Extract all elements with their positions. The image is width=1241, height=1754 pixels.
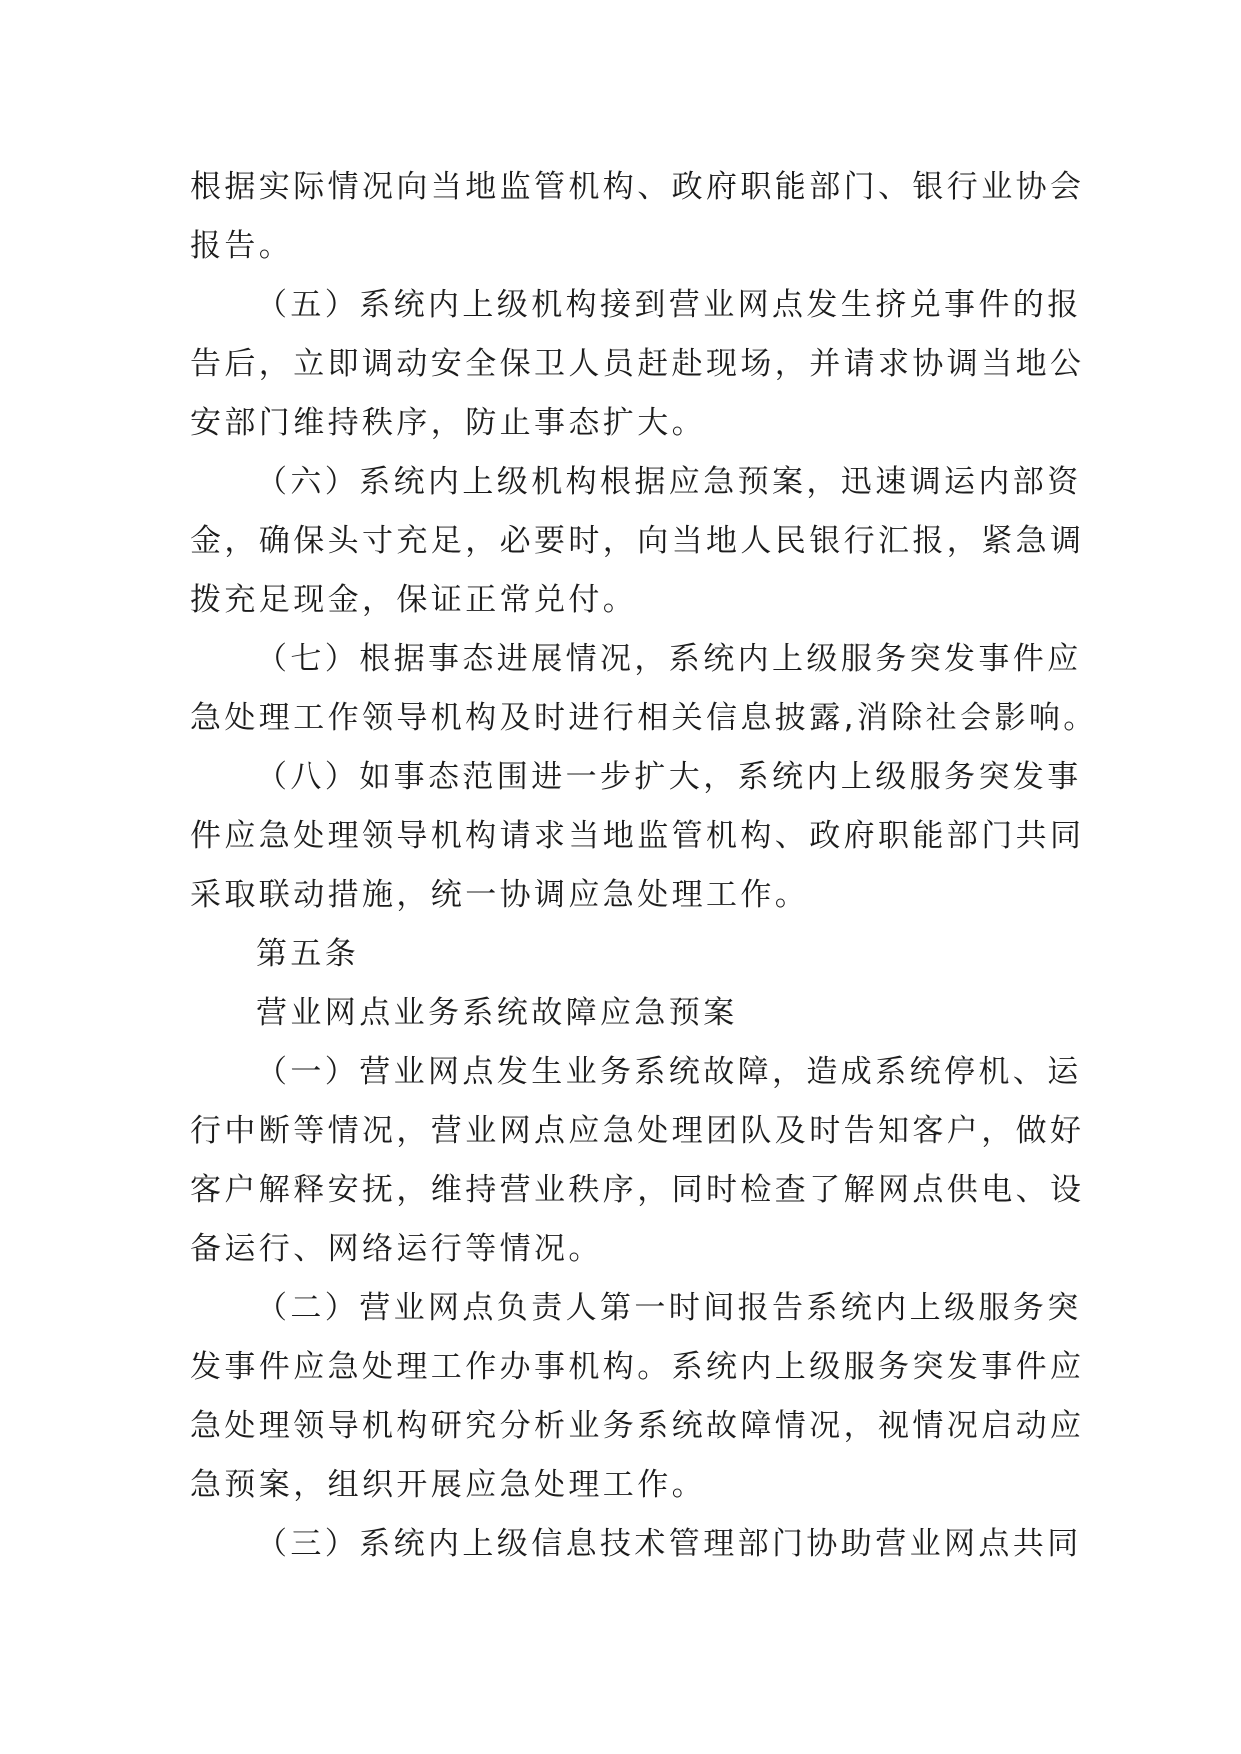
text-line: 行中断等情况，营业网点应急处理团队及时告知客户，做好 xyxy=(190,1113,1085,1149)
text-line: 采取联动措施，统一协调应急处理工作。 xyxy=(190,877,810,913)
text-line: （三）系统内上级信息技术管理部门协助营业网点共同 xyxy=(256,1526,1082,1562)
text-line: （二）营业网点负责人第一时间报告系统内上级服务突 xyxy=(256,1290,1082,1326)
text-line: （五）系统内上级机构接到营业网点发生挤兑事件的报 xyxy=(256,287,1082,323)
text-line: 告后，立即调动安全保卫人员赶赴现场，并请求协调当地公 xyxy=(190,346,1085,382)
text-line: 拨充足现金，保证正常兑付。 xyxy=(190,582,638,618)
text-line: 急处理工作领导机构及时进行相关信息披露,消除社会影响。 xyxy=(190,700,1098,736)
text-line: （一）营业网点发生业务系统故障，造成系统停机、运 xyxy=(256,1054,1082,1090)
text-line: 根据实际情况向当地监管机构、政府职能部门、银行业协会 xyxy=(190,169,1085,205)
text-line: （七）根据事态进展情况，系统内上级服务突发事件应 xyxy=(256,641,1082,677)
text-line: 客户解释安抚，维持营业秩序，同时检查了解网点供电、设 xyxy=(190,1172,1085,1208)
document-body xyxy=(190,158,1098,1574)
text-line: 急预案，组织开展应急处理工作。 xyxy=(190,1467,706,1503)
section-heading: 第五条 xyxy=(256,936,360,972)
text-line: （六）系统内上级机构根据应急预案，迅速调运内部资 xyxy=(256,464,1082,500)
text-line: 急处理领导机构研究分析业务系统故障情况，视情况启动应 xyxy=(190,1408,1085,1444)
text-line: 安部门维持秩序，防止事态扩大。 xyxy=(190,405,706,441)
text-line: 件应急处理领导机构请求当地监管机构、政府职能部门共同 xyxy=(190,818,1085,854)
text-line: 发事件应急处理工作办事机构。系统内上级服务突发事件应 xyxy=(190,1349,1085,1385)
text-line: 金，确保头寸充足，必要时，向当地人民银行汇报，紧急调 xyxy=(190,523,1085,559)
text-line: （八）如事态范围进一步扩大，系统内上级服务突发事 xyxy=(256,759,1082,795)
text-line: 备运行、网络运行等情况。 xyxy=(190,1231,603,1267)
section-title: 营业网点业务系统故障应急预案 xyxy=(256,995,738,1031)
text-line: 报告。 xyxy=(190,228,294,264)
